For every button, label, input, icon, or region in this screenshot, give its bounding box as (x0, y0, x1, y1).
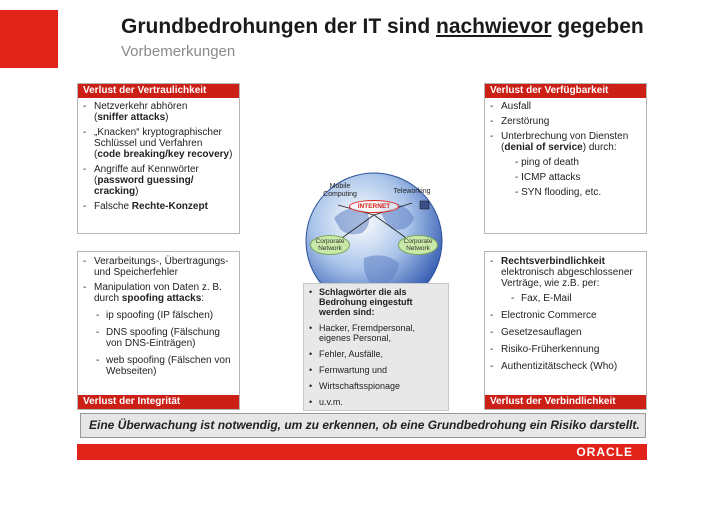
list-item: - Manipulation von Daten z. B. durch spoofing attacks: (82, 282, 235, 304)
corporate-network-right: Corporate Network (398, 235, 438, 255)
list-item: • Fernwartung und (308, 365, 444, 375)
list-subitem: - ICMP attacks (515, 172, 581, 183)
internet-cloud-label: INTERNET (349, 200, 399, 213)
list-item: • Wirtschaftsspionage (308, 381, 444, 391)
list-item: - Verarbeitungs-, Übertragungs- und Speicherfehler (82, 256, 235, 278)
list-item: - Angriffe auf Kennwörter (password guessing/ cracking) (82, 164, 235, 197)
list-item: • Hacker, Fremdpersonal, eigenes Personal, (308, 323, 444, 343)
list-item: - Falsche Rechte-Konzept (82, 201, 235, 212)
list-item: - „Knacken“ kryptographischer Schlüssel und Verfahren (code breaking/key recovery) (82, 127, 235, 160)
label-teleworking: Teleworking (393, 188, 431, 195)
list-item: - Zerstörung (489, 116, 642, 127)
list-item: - Gesetzesauflagen (489, 327, 642, 338)
slide-title: Grundbedrohungen der IT sind nachwievor gegeben (121, 15, 644, 38)
panel-header: Verlust der Verfügbarkeit (485, 84, 646, 98)
list-item: - Rechtsverbindlichkeit elektronisch abgeschlossener Verträge, wie z.B. per: (489, 256, 642, 289)
slide-subtitle: Vorbemerkungen (121, 43, 236, 60)
conclusion-note: Eine Überwachung ist notwendig, um zu erkennen, ob eine Grundbedrohung ein Risiko darstellt. (80, 413, 646, 438)
panel-footer: Verlust der Verbindlichkeit (485, 395, 646, 409)
list-item: - Netzverkehr abhören (sniffer attacks) (82, 101, 235, 123)
list-item: - Unterbrechung von Diensten (denial of service) durch: (489, 131, 642, 153)
list-item: - Authentizitätscheck (Who) (489, 361, 642, 372)
list-item: - Electronic Commerce (489, 310, 642, 321)
panel-header: Verlust der Vertraulichkeit (78, 84, 239, 98)
oracle-logo: ORACLE (576, 445, 633, 459)
panel-liability (484, 251, 647, 410)
corporate-network-left: Corporate Network (310, 235, 350, 255)
keywords-box (303, 283, 449, 411)
label-mobile-computing: Mobile Computing (323, 183, 357, 198)
panel-integrity (77, 251, 240, 410)
panel-footer: Verlust der Integrität (78, 395, 239, 409)
list-subitem: - SYN flooding, etc. (515, 187, 602, 198)
panel-availability (484, 83, 647, 234)
list-subitem: - ip spoofing (IP fälschen) (82, 310, 235, 321)
list-subitem: - DNS spoofing (Fälschung von DNS-Einträgen) (82, 327, 235, 349)
list-subitem: - Fax, E-Mail (489, 293, 642, 304)
keywords-heading: • Schlagwörter die als Bedrohung eingestuft werden sind: (308, 287, 444, 317)
list-subitem: - ping of death (515, 157, 579, 168)
list-item: • u.v.m. (308, 397, 444, 407)
corner-brand-mark (0, 10, 58, 68)
panel-confidentiality (77, 83, 240, 234)
list-item: - Risiko-Früherkennung (489, 344, 642, 355)
list-item: • Fehler, Ausfälle, (308, 349, 444, 359)
footer-bar (77, 444, 647, 460)
list-subitem: - web spoofing (Fälschen von Webseiten) (82, 355, 235, 377)
list-item: - Ausfall (489, 101, 642, 112)
